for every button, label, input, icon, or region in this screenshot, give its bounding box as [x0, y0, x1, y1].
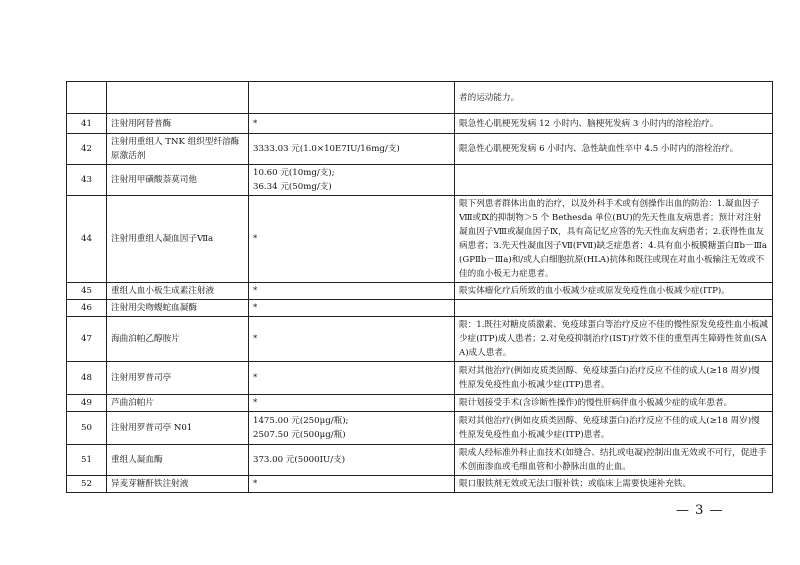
drug-price	[249, 300, 455, 317]
drug-name: 重组人血小板生成素注射液	[107, 283, 249, 300]
table-row	[67, 196, 773, 283]
drug-name	[107, 82, 249, 114]
price-line: *	[253, 234, 258, 244]
drug-name: 注射用阿替普酶	[107, 114, 249, 134]
page-number: — 3 —	[676, 503, 724, 518]
payment-restriction: 限下列患者群体出血的治疗，以及外科手术或有创操作出血的防治：1.凝血因子Ⅷ或Ⅸ的抑制物＞5 个 Bethesda 单位(BU)的先天性血友病患者；预计对注射凝血因子Ⅷ或凝血因子Ⅸ，具有高记忆应答的先天性血友病患者；2.获得性血友病患者；3.先天性凝血因子Ⅶ(FⅦ)缺乏症患者；4.具有血小板膜糖蛋白Ⅱb－Ⅲa(GPⅡb－Ⅲa)和/或人白细胞抗原(HLA)抗体和既往或现在对血小板输注无效或不佳的血小板无力症患者。	[455, 196, 773, 283]
drug-name: 注射用重组人 TNK 组织型纤溶酶原激活剂	[107, 134, 249, 165]
row-number: 50	[67, 412, 107, 445]
payment-restriction: 限对其他治疗(例如皮质类固醇、免疫球蛋白)治疗反应不佳的成人(≥18 周岁)慢性原发免疫性血小板减少症(ITP)患者。	[455, 412, 773, 445]
drug-price	[249, 165, 455, 196]
table-row	[67, 476, 773, 493]
price-line: *	[253, 286, 258, 296]
drug-price	[249, 134, 455, 165]
price-line: 373.00 元(5000IU/支)	[253, 455, 346, 465]
price-line: 2507.50 元(500μg/瓶)	[253, 430, 346, 440]
payment-restriction: 限计划接受手术(含诊断性操作)的慢性肝病伴血小板减少症的成年患者。	[455, 395, 773, 412]
row-number: 45	[67, 283, 107, 300]
table-row	[67, 300, 773, 317]
row-number: 41	[67, 114, 107, 134]
row-number: 44	[67, 196, 107, 283]
table-row	[67, 445, 773, 476]
drug-price	[249, 196, 455, 283]
drug-name: 注射用罗普司亭 N01	[107, 412, 249, 445]
drug-price	[249, 395, 455, 412]
drug-price	[249, 362, 455, 395]
price-line: 1475.00 元(250μg/瓶);	[253, 416, 349, 426]
drug-name: 注射用甲磺酸萘莫司他	[107, 165, 249, 196]
row-number: 42	[67, 134, 107, 165]
row-number: 43	[67, 165, 107, 196]
price-line: *	[253, 398, 258, 408]
payment-restriction	[455, 165, 773, 196]
row-number	[67, 82, 107, 114]
price-line: 10.60 元(10mg/支);	[253, 168, 335, 178]
drug-name: 芦曲泊帕片	[107, 395, 249, 412]
payment-restriction: 限：1.既往对糖皮质激素、免疫球蛋白等治疗反应不佳的慢性原发免疫性血小板减少症(ITP)成人患者；2.对免疫抑制治疗(IST)疗效不佳的重型再生障碍性贫血(SAA)成人患者。	[455, 317, 773, 362]
payment-restriction: 限急性心肌梗死发病 12 小时内、脑梗死发病 3 小时内的溶栓治疗。	[455, 114, 773, 134]
drug-price	[249, 317, 455, 362]
drug-name: 注射用重组人凝血因子Ⅶa	[107, 196, 249, 283]
row-number: 51	[67, 445, 107, 476]
drug-price	[249, 476, 455, 493]
drug-name: 异麦芽糖酐铁注射液	[107, 476, 249, 493]
drug-name: 注射用尖吻蝮蛇血凝酶	[107, 300, 249, 317]
drug-price	[249, 82, 455, 114]
drug-price	[249, 114, 455, 134]
price-line: *	[253, 479, 258, 489]
drug-price	[249, 283, 455, 300]
table-row	[67, 362, 773, 395]
payment-restriction: 者的运动能力。	[455, 82, 773, 114]
payment-restriction: 限口服铁剂无效或无法口服补铁；或临床上需要快速补充铁。	[455, 476, 773, 493]
row-number: 48	[67, 362, 107, 395]
table-row	[67, 395, 773, 412]
table-row	[67, 317, 773, 362]
row-number: 47	[67, 317, 107, 362]
table-row	[67, 114, 773, 134]
table-row	[67, 134, 773, 165]
drug-price	[249, 445, 455, 476]
payment-restriction: 限实体瘤化疗后所致的血小板减少症或原发免疫性血小板减少症(ITP)。	[455, 283, 773, 300]
table-row	[67, 82, 773, 114]
price-line: *	[253, 303, 258, 313]
price-line: *	[253, 334, 258, 344]
price-line: *	[253, 118, 258, 129]
payment-restriction: 限急性心肌梗死发病 6 小时内、急性缺血性卒中 4.5 小时内的溶栓治疗。	[455, 134, 773, 165]
drug-name: 注射用罗普司亭	[107, 362, 249, 395]
price-line: 36.34 元(50mg/支)	[253, 182, 332, 192]
table-row	[67, 412, 773, 445]
drug-table	[66, 81, 773, 493]
table-row	[67, 165, 773, 196]
row-number: 49	[67, 395, 107, 412]
price-line: *	[253, 373, 258, 383]
drug-price	[249, 412, 455, 445]
table-row	[67, 283, 773, 300]
drug-name: 重组人凝血酶	[107, 445, 249, 476]
drug-table-body	[67, 82, 773, 493]
payment-restriction: 限对其他治疗(例如皮质类固醇、免疫球蛋白)治疗反应不佳的成人(≥18 周岁)慢性原发免疫性血小板减少症(ITP)患者。	[455, 362, 773, 395]
payment-restriction: 限成人经标准外科止血技术(如缝合、结扎或电凝)控制出血无效或不可行，促进手术创面渗血或毛细血管和小静脉出血的止血。	[455, 445, 773, 476]
drug-name: 海曲泊帕乙醇胺片	[107, 317, 249, 362]
row-number: 46	[67, 300, 107, 317]
row-number: 52	[67, 476, 107, 493]
price-line: 3333.03 元(1.0×10E7IU/16mg/支)	[253, 144, 400, 154]
payment-restriction	[455, 300, 773, 317]
